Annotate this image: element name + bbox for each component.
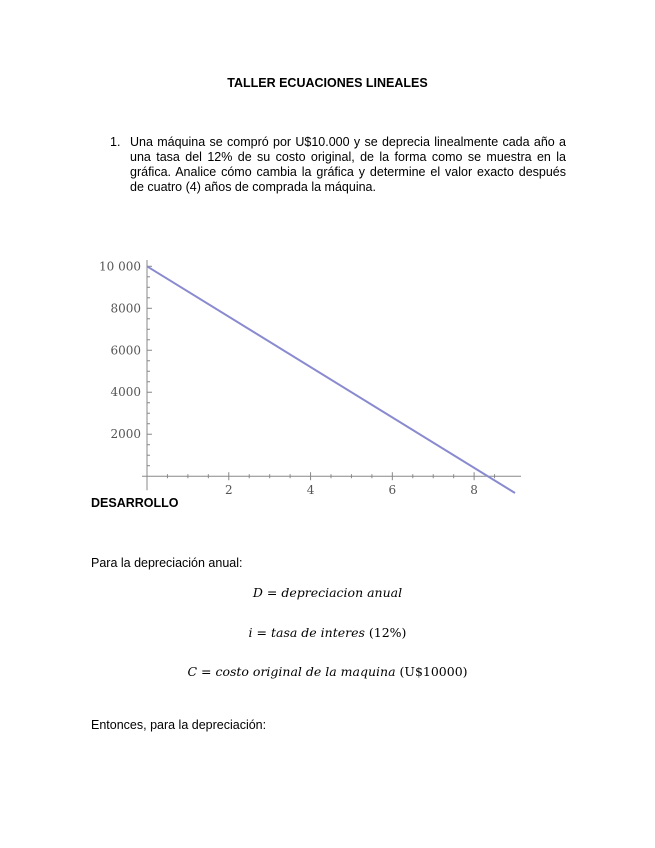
formula-depreciation (0, 585, 655, 600)
formula-text: depreciacion anual (281, 585, 403, 600)
formula-var: C (187, 664, 198, 679)
question-text: Una máquina se compró por U$10.000 y se deprecia linealmente cada año a una tasa del 12% de su costo original, de la forma como se muestra en la gráfica. Analice cómo cambia la gráfica y determine el valor exacto después de cuatro (4) años de comprada la máquina. (130, 135, 566, 194)
formula-rate (0, 625, 655, 640)
y-tick-label: 8000 (110, 301, 141, 316)
section-heading: DESARROLLO (91, 496, 179, 510)
x-tick-label: 8 (470, 483, 478, 498)
y-tick-label: 6000 (110, 343, 141, 358)
formula-extra: (U$10000) (399, 664, 468, 679)
depreciation-chart (90, 248, 530, 498)
formula-text: tasa de interes (270, 625, 369, 640)
formula-eq: = (197, 664, 216, 679)
formula-text: costo original de la maquina (215, 664, 400, 679)
page-title: TALLER ECUACIONES LINEALES (227, 76, 428, 90)
y-tick-label: 4000 (110, 385, 141, 400)
formula-eq: = (252, 625, 271, 640)
formula-cost (0, 664, 655, 679)
intro-text: Para la depreciación anual: (91, 556, 243, 570)
formula-var: D (252, 585, 263, 600)
formula-var: i (248, 625, 253, 640)
formula-extra: (12%) (368, 625, 407, 640)
outro-text: Entonces, para la depreciación: (91, 718, 267, 732)
series-line (147, 266, 515, 493)
x-tick-label: 4 (306, 483, 315, 498)
formula-eq: = (262, 585, 282, 600)
question-number: 1. (110, 135, 121, 149)
y-tick-label: 10 000 (99, 259, 141, 274)
y-tick-label: 2000 (110, 427, 141, 442)
x-tick-label: 2 (224, 483, 233, 498)
x-tick-label: 6 (388, 483, 397, 498)
